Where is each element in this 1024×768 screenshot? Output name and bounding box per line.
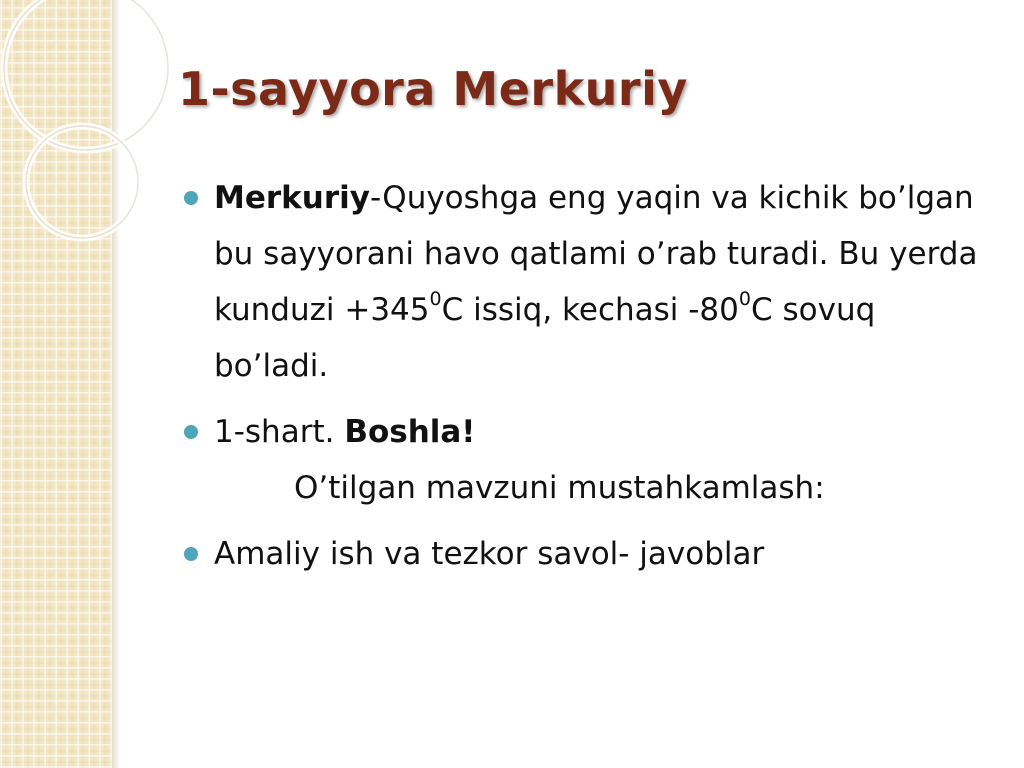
bullet1-sup-b: 0: [738, 287, 751, 310]
bullet-item-amaliy: [182, 526, 982, 582]
slide-body: [182, 170, 982, 582]
bullet2-text: 1-shart.: [214, 414, 345, 450]
bullet-item-shart: [182, 404, 982, 460]
bullet1-text-a: -Quyoshga eng yaqin va kichik bo’lgan bu sayyorani havo qatlami o’rab turadi. Bu yerda kunduzi +345: [214, 180, 978, 328]
bullet-item-merkuriy: [182, 170, 982, 394]
slide-title: 1-sayyora Merkuriy: [178, 62, 688, 116]
bullet2-bold: Boshla!: [344, 414, 476, 450]
bullet3-text: Amaliy ish va tezkor savol- javoblar: [214, 536, 765, 572]
bullet1-text-b: C issiq, kechasi -80: [441, 292, 739, 328]
bullet-dot-icon: [184, 191, 198, 205]
indented-line: O’tilgan mavzuni mustahkamlash:: [294, 470, 825, 506]
bullet-dot-icon: [184, 547, 198, 561]
ring-small-outline: [26, 126, 138, 238]
decorative-rings: [0, 0, 140, 280]
spacer: [182, 516, 982, 526]
bullet1-bold: Merkuriy: [214, 180, 370, 216]
spacer: [182, 394, 982, 404]
bullet-dot-icon: [184, 425, 198, 439]
bullet1-text-c: C sovuq bo’ladi.: [214, 292, 876, 384]
bullet1-sup-a: 0: [429, 287, 442, 310]
